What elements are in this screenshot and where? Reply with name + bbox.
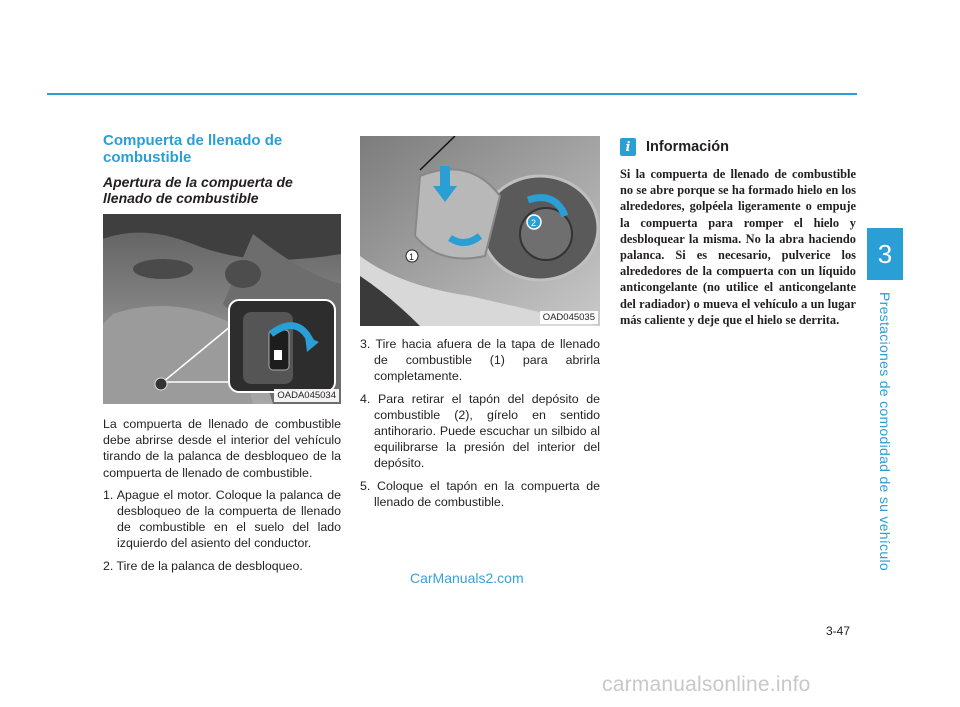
- figure-code: OADA045034: [274, 389, 339, 402]
- column-left: [103, 130, 341, 580]
- step-item: 2. Tire de la palanca de desbloqueo.: [103, 558, 303, 573]
- callout-1: 1: [409, 252, 415, 262]
- figure-code: OAD045035: [540, 311, 598, 324]
- footer-watermark: carmanualsonline.info: [602, 673, 811, 696]
- step-item: 1. Apague el motor. Coloque la palanca de desbloqueo de la compuerta de llenado de combustible en el suelo del lado izquierdo del asiento del conductor.: [103, 487, 341, 551]
- page-number: 3-47: [825, 624, 850, 638]
- fuel-door-illustration: [360, 136, 600, 326]
- figure-release-lever: [103, 214, 341, 404]
- chapter-title-text: Prestaciones de comodidad de su vehículo: [877, 292, 893, 571]
- figure-fuel-door: [360, 136, 600, 326]
- watermark-link[interactable]: CarManuals2.com: [410, 570, 524, 586]
- column-right: [620, 130, 856, 328]
- column-middle: [360, 136, 600, 516]
- driver-footwell-illustration: [103, 214, 341, 404]
- chapter-side-title: [867, 292, 903, 571]
- step-item: 3. Tire hacia afuera de la tapa de llenado de combustible (1) para abrirla completamente.: [360, 337, 600, 384]
- step-item: 4. Para retirar el tapón del depósito de combustible (2), gírelo en sentido antihorario. Puede escuchar un silbido al equilibrarse la presión del interior del depósito.: [360, 391, 600, 471]
- steps-list-part2: [360, 336, 600, 510]
- info-title: Información: [646, 139, 729, 155]
- intro-paragraph: La compuerta de llenado de combustible debe abrirse desde el interior del vehículo tirando de la palanca de desbloqueo de la compuerta de llenado de combustible.: [103, 417, 341, 480]
- chapter-number: 3: [877, 238, 893, 269]
- chapter-tab[interactable]: [867, 228, 903, 280]
- step-item: 5. Coloque el tapón en la compuerta de llenado de combustible.: [360, 478, 600, 509]
- info-header: [620, 138, 856, 156]
- subsection-title: Apertura de la compuerta de llenado de combustible: [103, 174, 293, 206]
- callout-2: 2: [531, 218, 537, 228]
- section-title: Compuerta de llenado de combustible: [103, 132, 283, 166]
- info-icon: i: [620, 138, 636, 156]
- header-rule: [47, 93, 857, 95]
- steps-list-part1: [103, 487, 341, 574]
- info-paragraph: Si la compuerta de llenado de combustible no se abre porque se ha formado hielo en los alrededores, golpéela ligeramente o empuje la compuerta para romper el hielo y desbloquear la misma. No la abra haciendo palanca. Si es necesario, pulverice los alrededores de la compuerta con un líquido anticongelante (no utilice el anticongelante del radiador) o mueva el vehículo a un lugar más caliente y deje que el hielo se derrita.: [620, 167, 856, 327]
